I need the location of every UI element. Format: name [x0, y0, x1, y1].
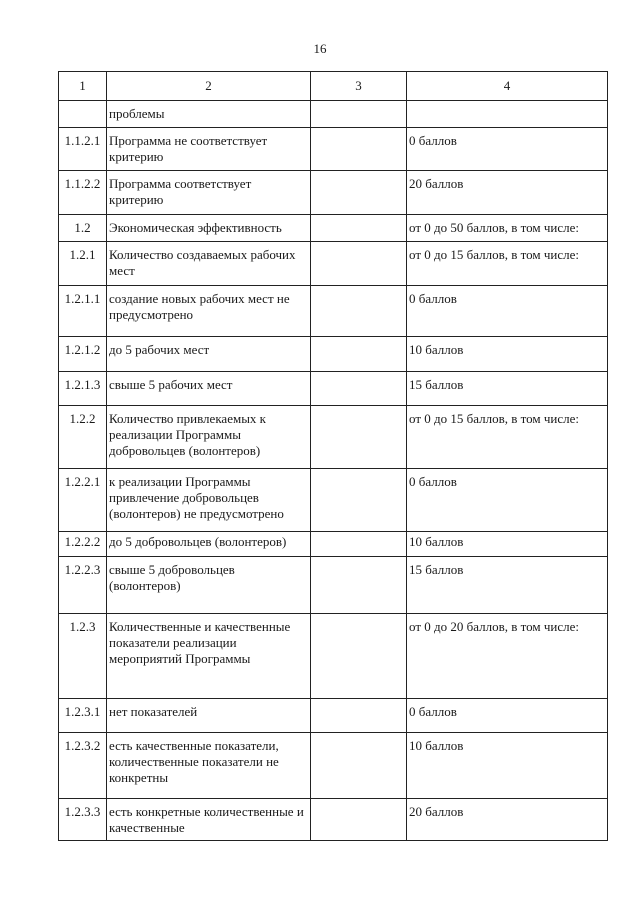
row-col3 — [311, 242, 407, 286]
row-col3 — [311, 337, 407, 372]
row-criterion: до 5 добровольцев (волонтеров) — [107, 532, 311, 557]
row-number: 1.2.2 — [59, 406, 107, 469]
table-row — [59, 101, 608, 128]
row-col3 — [311, 171, 407, 215]
table-row — [59, 799, 608, 841]
row-score: 0 баллов — [407, 469, 608, 532]
row-score: от 0 до 15 баллов, в том числе: — [407, 406, 608, 469]
table-row — [59, 215, 608, 242]
row-col3 — [311, 372, 407, 406]
row-number: 1.2.1.3 — [59, 372, 107, 406]
header-col-4: 4 — [407, 72, 608, 101]
row-criterion: проблемы — [107, 101, 311, 128]
row-number: 1.2.3.2 — [59, 733, 107, 799]
row-criterion: нет показателей — [107, 699, 311, 733]
row-score: 0 баллов — [407, 128, 608, 171]
table-row — [59, 372, 608, 406]
row-criterion: создание новых рабочих мест не предусмотрено — [107, 286, 311, 337]
table-row — [59, 286, 608, 337]
row-score: 20 баллов — [407, 171, 608, 215]
row-criterion: есть качественные показатели, количественные показатели не конкретны — [107, 733, 311, 799]
row-number: 1.2.2.1 — [59, 469, 107, 532]
table-row — [59, 469, 608, 532]
table-row — [59, 733, 608, 799]
table-row — [59, 614, 608, 699]
row-score — [407, 101, 608, 128]
row-score: от 0 до 20 баллов, в том числе: — [407, 614, 608, 699]
row-score: 10 баллов — [407, 532, 608, 557]
row-score: 10 баллов — [407, 337, 608, 372]
row-col3 — [311, 799, 407, 841]
row-score: 0 баллов — [407, 286, 608, 337]
row-criterion: свыше 5 рабочих мест — [107, 372, 311, 406]
header-col-1: 1 — [59, 72, 107, 101]
row-number: 1.2 — [59, 215, 107, 242]
row-col3 — [311, 469, 407, 532]
row-col3 — [311, 101, 407, 128]
row-criterion: к реализации Программы привлечение добровольцев (волонтеров) не предусмотрено — [107, 469, 311, 532]
criteria-table — [58, 71, 608, 841]
row-number: 1.2.1.2 — [59, 337, 107, 372]
row-score: от 0 до 50 баллов, в том числе: — [407, 215, 608, 242]
table-row — [59, 242, 608, 286]
row-number: 1.2.3.1 — [59, 699, 107, 733]
row-number: 1.2.2.3 — [59, 557, 107, 614]
header-col-2: 2 — [107, 72, 311, 101]
table-row — [59, 699, 608, 733]
row-score: 15 баллов — [407, 372, 608, 406]
table-row — [59, 406, 608, 469]
row-col3 — [311, 733, 407, 799]
row-score: от 0 до 15 баллов, в том числе: — [407, 242, 608, 286]
row-number: 1.2.3.3 — [59, 799, 107, 841]
header-col-3: 3 — [311, 72, 407, 101]
row-criterion: до 5 рабочих мест — [107, 337, 311, 372]
row-criterion: Количество привлекаемых к реализации Программы добровольцев (волонтеров) — [107, 406, 311, 469]
row-score: 20 баллов — [407, 799, 608, 841]
table-row — [59, 532, 608, 557]
row-number: 1.2.1 — [59, 242, 107, 286]
row-col3 — [311, 532, 407, 557]
table-row — [59, 557, 608, 614]
row-col3 — [311, 614, 407, 699]
table-row — [59, 171, 608, 215]
row-number: 1.1.2.2 — [59, 171, 107, 215]
row-criterion: Программа соответствует критерию — [107, 171, 311, 215]
table-header-row — [59, 72, 608, 101]
row-number: 1.2.2.2 — [59, 532, 107, 557]
row-score: 10 баллов — [407, 733, 608, 799]
row-col3 — [311, 128, 407, 171]
row-criterion: свыше 5 добровольцев (волонтеров) — [107, 557, 311, 614]
row-number — [59, 101, 107, 128]
row-criterion: Экономическая эффективность — [107, 215, 311, 242]
row-col3 — [311, 406, 407, 469]
row-number: 1.2.3 — [59, 614, 107, 699]
row-col3 — [311, 286, 407, 337]
row-col3 — [311, 557, 407, 614]
row-criterion: есть конкретные количественные и качественные — [107, 799, 311, 841]
row-col3 — [311, 215, 407, 242]
table-row — [59, 128, 608, 171]
row-number: 1.1.2.1 — [59, 128, 107, 171]
page-number: 16 — [313, 41, 327, 56]
row-score: 15 баллов — [407, 557, 608, 614]
row-col3 — [311, 699, 407, 733]
row-criterion: Программа не соответствует критерию — [107, 128, 311, 171]
row-number: 1.2.1.1 — [59, 286, 107, 337]
table-row — [59, 337, 608, 372]
row-score: 0 баллов — [407, 699, 608, 733]
row-criterion: Количественные и качественные показатели реализации мероприятий Программы — [107, 614, 311, 699]
row-criterion: Количество создаваемых рабочих мест — [107, 242, 311, 286]
